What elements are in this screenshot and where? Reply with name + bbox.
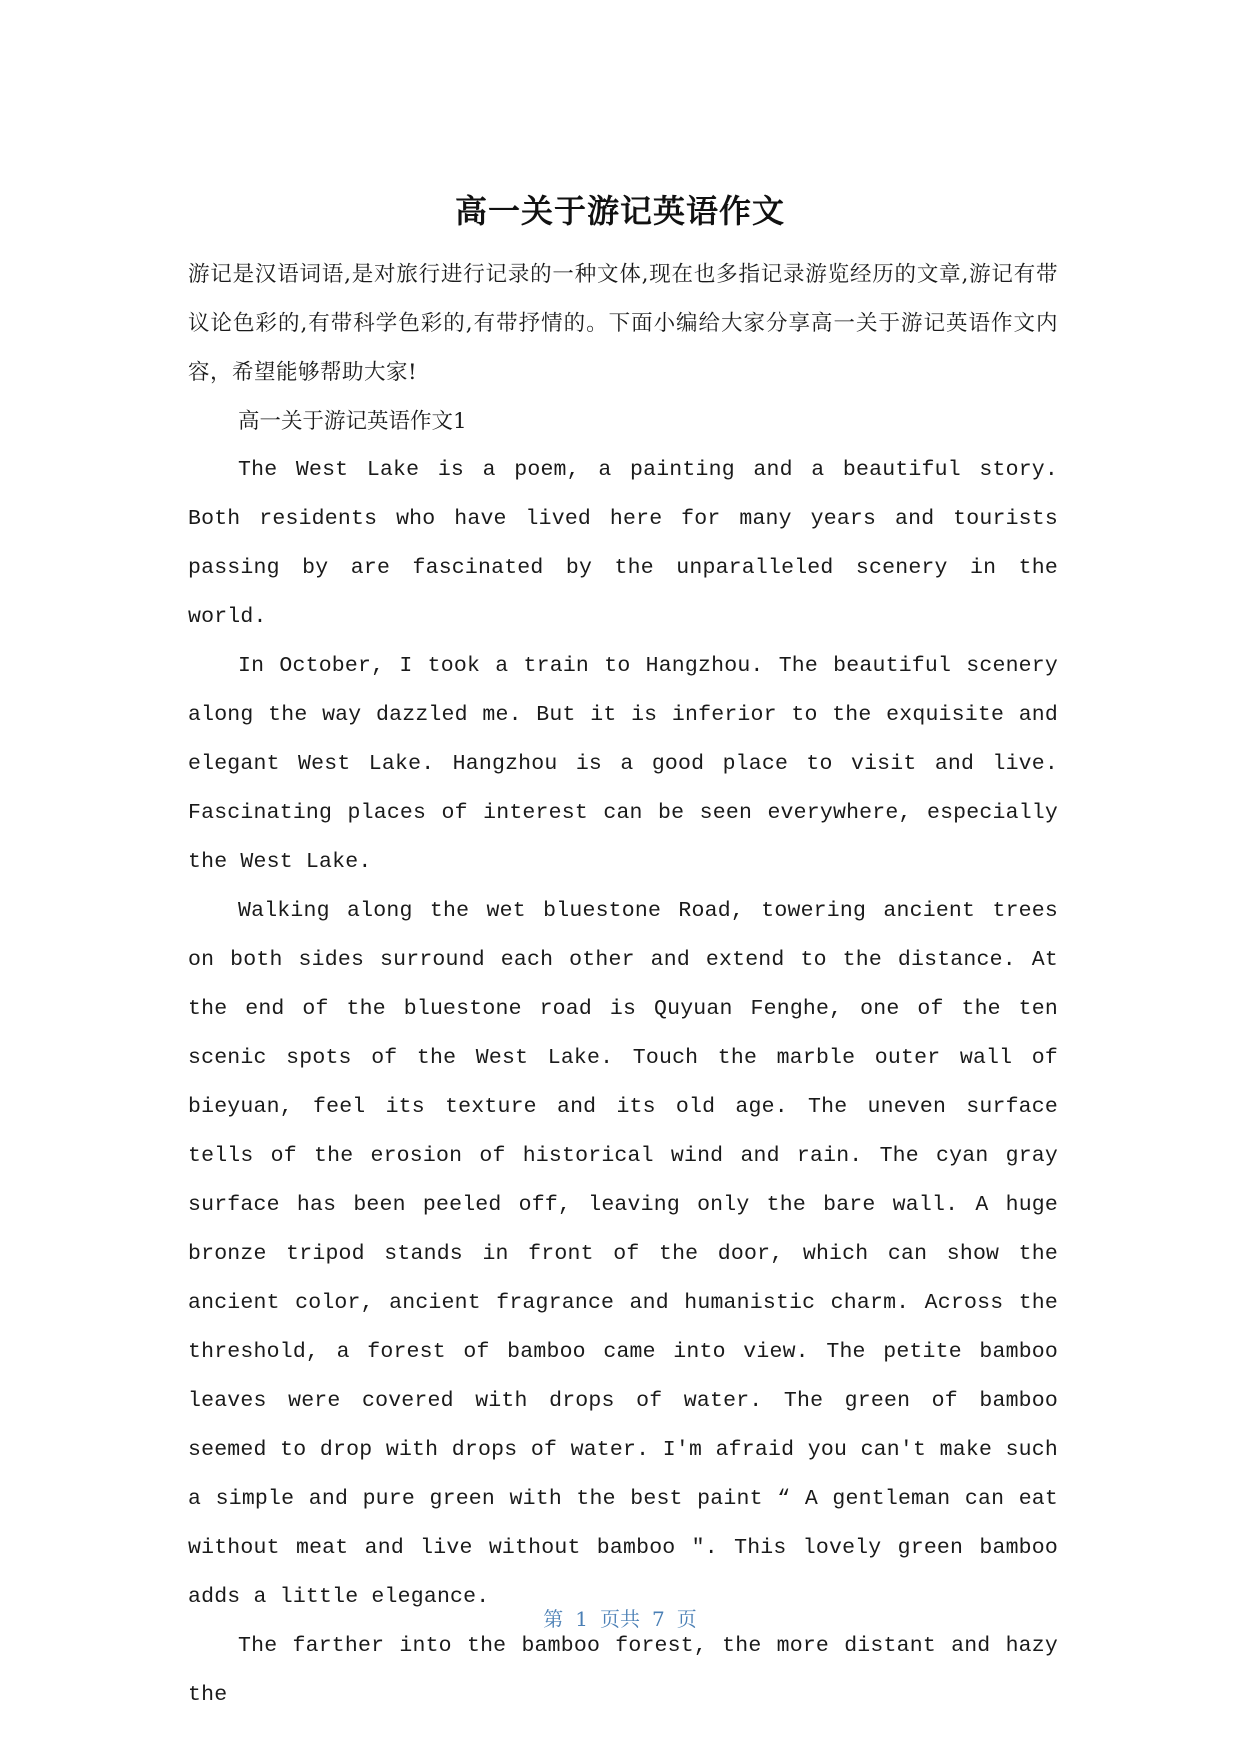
intro-paragraph: 游记是汉语词语,是对旅行进行记录的一种文体,现在也多指记录游览经历的文章,游记有带议论色彩的,有带科学色彩的,有带抒情的。下面小编给大家分享高一关于游记英语作文内容，希望能够帮助大家! [188, 262, 1058, 385]
current-page-number: 1 [575, 1607, 588, 1631]
document-title: 高一关于游记英语作文 [454, 192, 785, 230]
body-paragraph: In October, I took a train to Hangzhou. The beautiful scenery along the way dazzled me. But it is inferior to the exquisite and elegant West Lake. Hangzhou is a good place to visit and live. Fascinating places of interest can be seen everywhere, especially the West Lake. [188, 654, 1058, 874]
document-body [188, 250, 1058, 1720]
section-heading: 高一关于游记英语作文1 [238, 409, 467, 434]
footer-mid: 页共 [600, 1607, 640, 1631]
body-paragraph: Walking along the wet bluestone Road, towering ancient trees on both sides surround each other and extend to the distance. At the end of the bluestone road is Quyuan Fenghe, one of the ten scenic spots of the West Lake. Touch the marble outer wall of bieyuan, feel its texture and its old age. The uneven surface tells of the erosion of historical wind and rain. The cyan gray surface has been peeled off, leaving only the bare wall. A huge bronze tripod stands in front of the door, which can show the ancient color, ancient fragrance and humanistic charm. Across the threshold, a forest of bamboo came into view. The petite bamboo leaves were covered with drops of water. The green of bamboo seemed to drop with drops of water. I'm afraid you can't make such a simple and pure green with the best paint “ A gentleman can eat without meat and live without bamboo ″. This lovely green bamboo adds a little elegance. [188, 899, 1058, 1609]
footer-prefix: 第 [543, 1607, 564, 1631]
page-footer [0, 1603, 1240, 1632]
footer-suffix: 页 [676, 1607, 697, 1631]
body-paragraph: The farther into the bamboo forest, the more distant and hazy the [188, 1634, 1058, 1707]
total-pages-number: 7 [652, 1607, 665, 1631]
body-paragraph: The West Lake is a poem, a painting and a beautiful story. Both residents who have lived here for many years and tourists passing by are fascinated by the unparalleled scenery in the world. [188, 458, 1058, 629]
